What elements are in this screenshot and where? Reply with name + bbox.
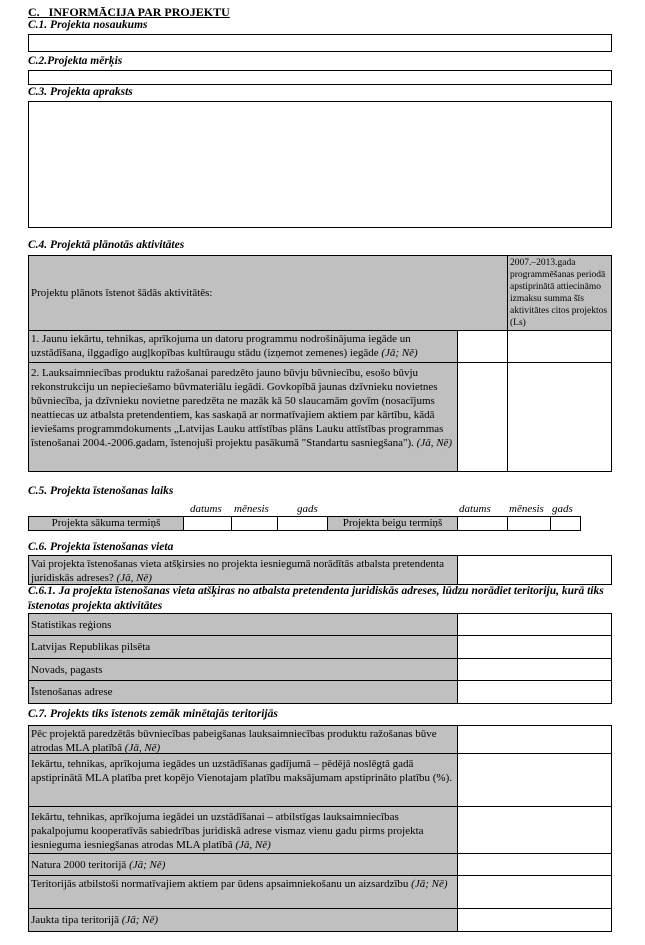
end-term-label: Projekta beigu termiņš: [327, 516, 458, 531]
start-year-label: gads: [297, 503, 318, 515]
territory-row-1: Pēc projektā paredzētās būvniecības pabeigšanas lauksaimniecības produktu ražošanas būve atrodas MLA platībā (Jā, Nē): [28, 725, 458, 754]
implementation-address-field[interactable]: [457, 680, 612, 704]
project-goal-field[interactable]: [28, 70, 612, 85]
county-parish-field[interactable]: [457, 658, 612, 681]
c61-heading: C.6.1. Ja projekta īstenošanas vieta atšķiras no atbalsta pretendenta juridiskās adreses, lūdzu norādiet teritoriju, kurā tiks īstenotas projekta aktivitātes: [28, 585, 604, 612]
project-description-field[interactable]: [28, 101, 612, 228]
activity-1-amount[interactable]: [507, 330, 612, 363]
territory-3-answer[interactable]: [457, 806, 612, 854]
territory-row-6: Jaukta tipa teritorijā (Jā; Nē): [28, 908, 458, 932]
territory-row-4: Natura 2000 teritorijā (Jā; Nē): [28, 853, 458, 876]
city-label: Latvijas Republikas pilsēta: [28, 635, 458, 659]
statistical-region-label: Statistikas reģions: [28, 613, 458, 636]
activity-2-amount[interactable]: [507, 362, 612, 472]
start-term-label: Projekta sākuma termiņš: [28, 516, 184, 531]
c5-heading: C.5. Projekta īstenošanas laiks: [28, 485, 174, 497]
statistical-region-field[interactable]: [457, 613, 612, 636]
end-day-label: datums: [459, 503, 491, 515]
activity-row-1: 1. Jaunu iekārtu, tehnikas, aprīkojuma un datoru programmu nodrošinājuma iegāde un uzstādīšana, ilggadīgo augļkopības kultūraugu stādu (izņemot zemenes) iegāde (Jā; Nē): [28, 330, 458, 363]
c6-heading: C.6. Projekta īstenošanas vieta: [28, 541, 174, 553]
c3-heading: C.3. Projekta apraksts: [28, 86, 133, 98]
city-field[interactable]: [457, 635, 612, 659]
location-differs-question: Vai projekta īstenošanas vieta atšķirsies no projekta iesniegumā norādītās atbalsta pretendenta juridiskās adreses? (Jā, Nē): [28, 555, 458, 585]
territory-row-5: Teritorijās atbilstoši normatīvajiem aktiem par ūdens apsaimniekošanu un aizsardzību (Jā; Nē): [28, 875, 458, 909]
activity-2-answer[interactable]: [457, 362, 508, 472]
territory-6-answer[interactable]: [457, 908, 612, 932]
start-year-field[interactable]: [277, 516, 328, 531]
activity-row-2: 2. Lauksaimniecības produktu ražošanai paredzēto jauno būvju būvniecību, esošo būvju rekonstrukciju un nepieciešamo būvmateriālu iegādi. Govkopībā jaunas dzīvnieku novietnes būvniecība, ja dzīvnieku novietne paredzēta ne mazāk kā 50 slaucamām govīm (nosacījums neattiecas uz atbalsta pretendentiem, kas saskaņā ar normatīvajiem aktiem par kārtību, kādā ieviešams programmdokuments „Latvijas Lauku attīstības plāns Lauku attīstības programmas īstenošanai 2004.-2006.gadam, īstenojuši projektu pasākumā "Standartu sasniegšana"). (Jā, Nē): [28, 362, 458, 472]
start-day-label: datums: [190, 503, 222, 515]
end-day-field[interactable]: [457, 516, 508, 531]
territory-4-answer[interactable]: [457, 853, 612, 876]
county-parish-label: Novads, pagasts: [28, 658, 458, 681]
start-day-field[interactable]: [183, 516, 232, 531]
c4-heading: C.4. Projektā plānotās aktivitātes: [28, 239, 185, 251]
end-year-field[interactable]: [550, 516, 581, 531]
implementation-address-label: Īstenošanas adrese: [28, 680, 458, 704]
activity-1-answer[interactable]: [457, 330, 508, 363]
c1-heading: C.1. Projekta nosaukums: [28, 19, 148, 31]
territory-1-answer[interactable]: [457, 725, 612, 754]
territory-row-2: Iekārtu, tehnikas, aprīkojuma iegādes un uzstādīšanas gadījumā – pēdējā noslēgtā gadā apstiprinātā MLA platība pret kopējo Vienotajam platību maksājumam apstiprināto platību (%).: [28, 753, 458, 807]
end-year-label: gads: [552, 503, 573, 515]
territory-row-3: Iekārtu, tehnikas, aprīkojuma iegādei un uzstādīšanai – atbilstīgas lauksaimniecības pakalpojumu kooperatīvās sabiedrības juridiskā adrese vismaz vienu gadu pirms projekta iesnieguma iesniegšanas atrodas MLA platībā (Jā, Nē): [28, 806, 458, 854]
start-month-field[interactable]: [231, 516, 278, 531]
c7-heading: C.7. Projekts tiks īstenots zemāk minētajās teritorijās: [28, 708, 278, 720]
start-month-label: mēnesis: [234, 503, 269, 515]
project-name-field[interactable]: [28, 34, 612, 52]
amount-column-header: 2007.–2013.gada programmēšanas periodā apstiprinātā attiecināmo izmaksu summa šīs aktivitātes citos projektos (Ls): [507, 255, 612, 331]
section-title: C. INFORMĀCIJA PAR PROJEKTU: [28, 5, 230, 19]
territory-2-answer[interactable]: [457, 753, 612, 807]
activities-column-header: Projektu plānots īstenot šādās aktivitātēs:: [28, 255, 508, 331]
territory-5-answer[interactable]: [457, 875, 612, 909]
end-month-field[interactable]: [507, 516, 551, 531]
location-differs-answer[interactable]: [457, 555, 612, 585]
end-month-label: mēnesis: [509, 503, 544, 515]
c2-heading: C.2.Projekta mērķis: [28, 55, 123, 67]
